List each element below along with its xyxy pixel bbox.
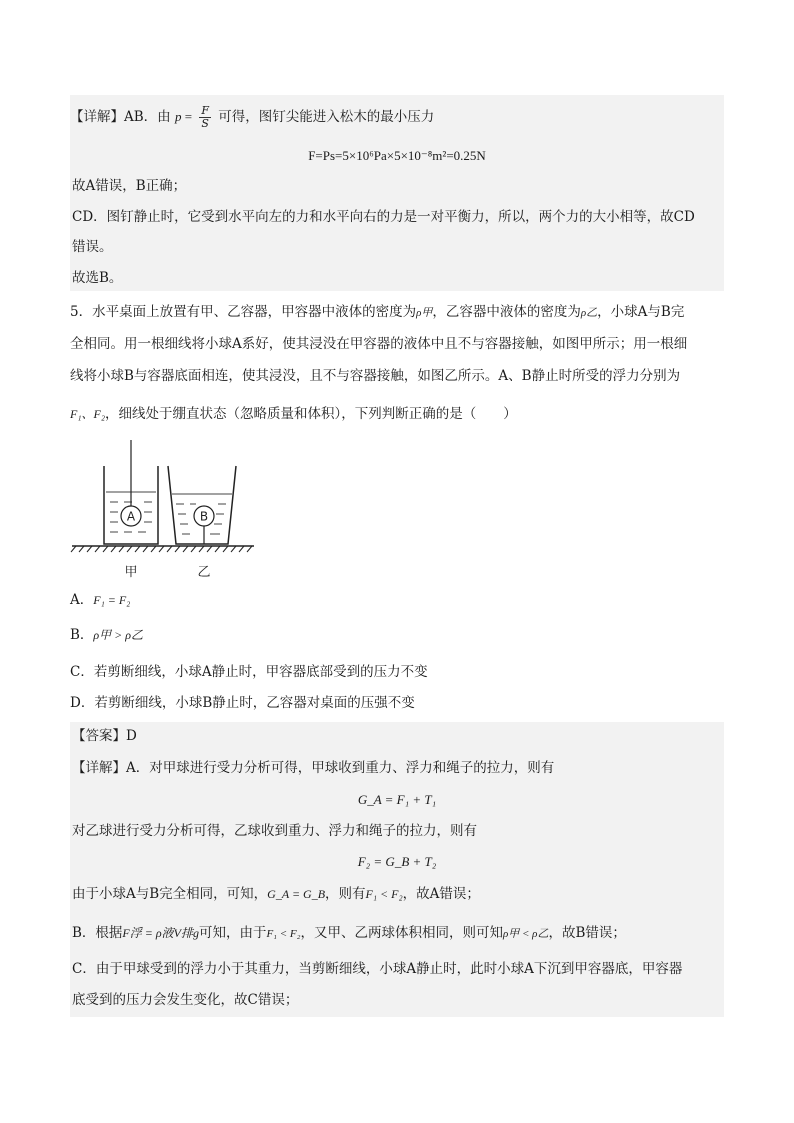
detail2-formula1: G_A = F₁ + T₁: [357, 792, 437, 807]
detail1-formula: F=Ps=5×10⁶Pa×5×10⁻⁸m²=0.25N: [308, 148, 486, 163]
b-line-text-b: 可知，由于: [198, 925, 267, 941]
detail2-a-line1: 【详解】A．对甲球进行受力分析可得，甲球收到重力、浮力和绳子的拉力，则有: [72, 760, 555, 776]
option-b-label: B．: [70, 627, 94, 643]
q5-text-c: ，小球A与B完: [597, 304, 685, 320]
option-a-label: A．: [70, 592, 94, 608]
buoyancy-vars: F₁、F₂: [70, 407, 106, 421]
fraction-denominator: S: [201, 117, 209, 130]
question5-line4: [70, 403, 724, 425]
detail1-line1: 【详解】AB．由 p = $\frac{F}{S}$ 可得，图钉尖能进入松木的最小压力: [70, 104, 435, 130]
detail2-b-line: [70, 922, 726, 945]
detail2-c-line2: 底受到的压力会发生变化，故C错误；: [72, 992, 299, 1008]
detail1-line5: 故选B。: [72, 270, 123, 286]
b-line-formula: F浮 = ρ液V排g: [122, 926, 199, 940]
answer-line: 【答案】D: [72, 728, 137, 744]
option-b: [70, 624, 724, 646]
question5-line2: 全相同。用一根细线将小球A系好，使其浸没在甲容器的液体中且不与容器接触，如图甲所示；用一根细: [70, 336, 688, 352]
detail1-line1-suffix: 可得，图钉尖能进入松木的最小压力: [218, 109, 435, 125]
a-line3-text-c: ，故A错误；: [402, 886, 480, 902]
q5-text-a: 5．水平桌面上放置有甲、乙容器，甲容器中液体的密度为: [70, 304, 417, 320]
b-line-text-a: B．根据: [72, 925, 123, 941]
detail1-line3: CD．图钉静止时，它受到水平向左的力和水平向右的力是一对平衡力，所以，两个力的大小相等，故CD: [72, 209, 695, 225]
ball-b-label: B: [199, 509, 209, 524]
fraction-numerator: F: [201, 104, 209, 117]
detail-prefix: 【详解】AB．由: [70, 109, 171, 125]
rho-yi: ρ乙: [580, 307, 598, 319]
detail2-a-line2: 对乙球进行受力分析可得，乙球收到重力、浮力和绳子的拉力，则有: [72, 823, 477, 839]
container-yi: [168, 466, 236, 544]
b-line-ineq: F₁ < F₂: [266, 928, 301, 940]
b-line-rho: ρ甲 < ρ乙: [502, 928, 549, 940]
b-line-text-c: ，又甲、乙两球体积相同，则可知: [300, 925, 503, 941]
q5-line4-text: ，细线处于绷直状态（忽略质量和体积），下列判断正确的是（ ）: [105, 406, 517, 422]
a-line3-text-a: 由于小球A与B完全相同，可知，: [72, 886, 268, 902]
containers-figure: [70, 436, 260, 586]
ball-a-label: A: [126, 509, 136, 524]
option-a: [70, 589, 724, 611]
option-b-expr: ρ甲 > ρ乙: [93, 628, 144, 642]
q5-text-b: ，乙容器中液体的密度为: [432, 304, 581, 320]
detail1-line2: 故A错误，B正确；: [72, 178, 187, 194]
a-line3-text-b: ，则有: [325, 886, 366, 902]
ground-hatching: [71, 546, 252, 552]
detail1-line4: 错误。: [72, 239, 113, 255]
option-a-expr: F₁ = F₂: [93, 593, 131, 607]
detail2-formula2: F₂ = G_B + T₂: [357, 854, 437, 869]
detail2-a-line3: [70, 883, 726, 905]
label-yi: 乙: [197, 565, 211, 580]
b-line-text-d: ，故B错误；: [548, 925, 626, 941]
option-d: D．若剪断细线，小球B静止时，乙容器对桌面的压强不变: [70, 695, 415, 711]
a-line3-eq: G_A = G_B: [267, 887, 326, 901]
force-over-area-fraction: [199, 105, 211, 130]
option-c: C．若剪断细线，小球A静止时，甲容器底部受到的压力不变: [70, 664, 428, 680]
question5-line3: 线将小球B与容器底面相连，使其浸没，且不与容器接触，如图乙所示。A、B静止时所受的浮力分别为: [70, 368, 681, 384]
pressure-symbol: p: [174, 109, 182, 124]
question5-line1: [70, 301, 724, 324]
rho-jia: ρ甲: [416, 307, 433, 319]
detail2-c-line1: C．由于甲球受到的浮力小于其重力，当剪断细线，小球A静止时，此时小球A下沉到甲容器底，甲容器: [72, 961, 683, 977]
label-jia: 甲: [124, 565, 138, 580]
a-line3-ineq: F₁ < F₂: [365, 887, 403, 901]
